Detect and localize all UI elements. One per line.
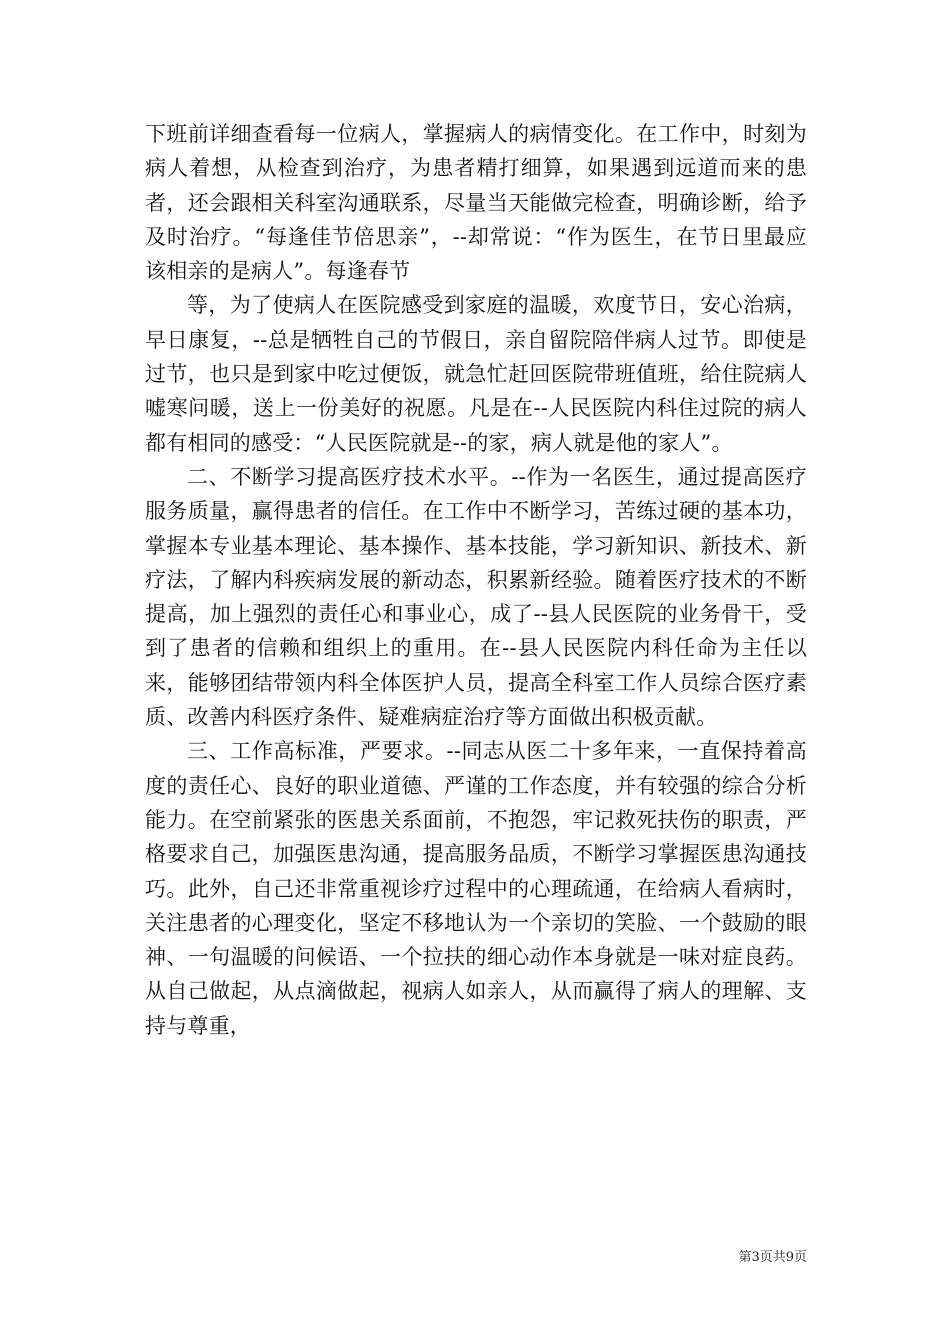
paragraph-4: 三、工作高标准，严要求。--同志从医二十多年来，一直保持着高度的责任心、良好的职业道德、严谨的工作态度，并有较强的综合分析能力。在空前紧张的医患关系面前，不抱怨，牢记救死扶伤的职责，严格要求自己，加强医患沟通，提高服务品质，不断学习掌握医患沟通技巧。此外，自己还非常重视诊疗过程中的心理疏通，在给病人看病时，关注患者的心理变化，坚定不移地认为一个亲切的笑脸、一个鼓励的眼神、一句温暖的问候语、一个拉扶的细心动作本身就是一味对症良药。从自己做起，从点滴做起，视病人如亲人，从而赢得了病人的理解、支持与尊重， bbox=[145, 739, 807, 1038]
paragraph-1: 下班前详细查看每一位病人，掌握病人的病情变化。在工作中，时刻为病人着想，从检查到治疗，为患者精打细算，如果遇到远道而来的患者，还会跟相关科室沟通联系，尽量当天能做完检查，明确诊断，给予及时治疗。“每逢佳节倍思亲”，--却常说：“作为医生，在节日里最应该相亲的是病人”。每逢春节 bbox=[145, 122, 807, 284]
document-body bbox=[145, 117, 807, 1043]
paragraph-2: 等，为了使病人在医院感受到家庭的温暖，欢度节日，安心治病，早日康复，--总是牺牲自己的节假日，亲自留院陪伴病人过节。即使是过节，也只是到家中吃过便饭，就急忙赶回医院带班值班，给住院病人嘘寒问暖，送上一份美好的祝愿。凡是在--人民医院内科住过院的病人都有相同的感受：“人民医院就是--的家，病人就是他的家人”。 bbox=[145, 293, 807, 455]
paragraph-3: 二、不断学习提高医疗技术水平。--作为一名医生，通过提高医疗服务质量，赢得患者的信任。在工作中不断学习，苦练过硬的基本功，掌握本专业基本理论、基本操作、基本技能，学习新知识、新技术、新疗法，了解内科疾病发展的新动态，积累新经验。随着医疗技术的不断提高，加上强烈的责任心和事业心，成了--县人民医院的业务骨干，受到了患者的信赖和组织上的重用。在--县人民医院内科任命为主任以来，能够团结带领内科全体医护人员，提高全科室工作人员综合医疗素质、改善内科医疗条件、疑难病症治疗等方面做出积极贡献。 bbox=[145, 464, 807, 730]
page-number-footer: 第3页共9页 bbox=[738, 1250, 807, 1265]
